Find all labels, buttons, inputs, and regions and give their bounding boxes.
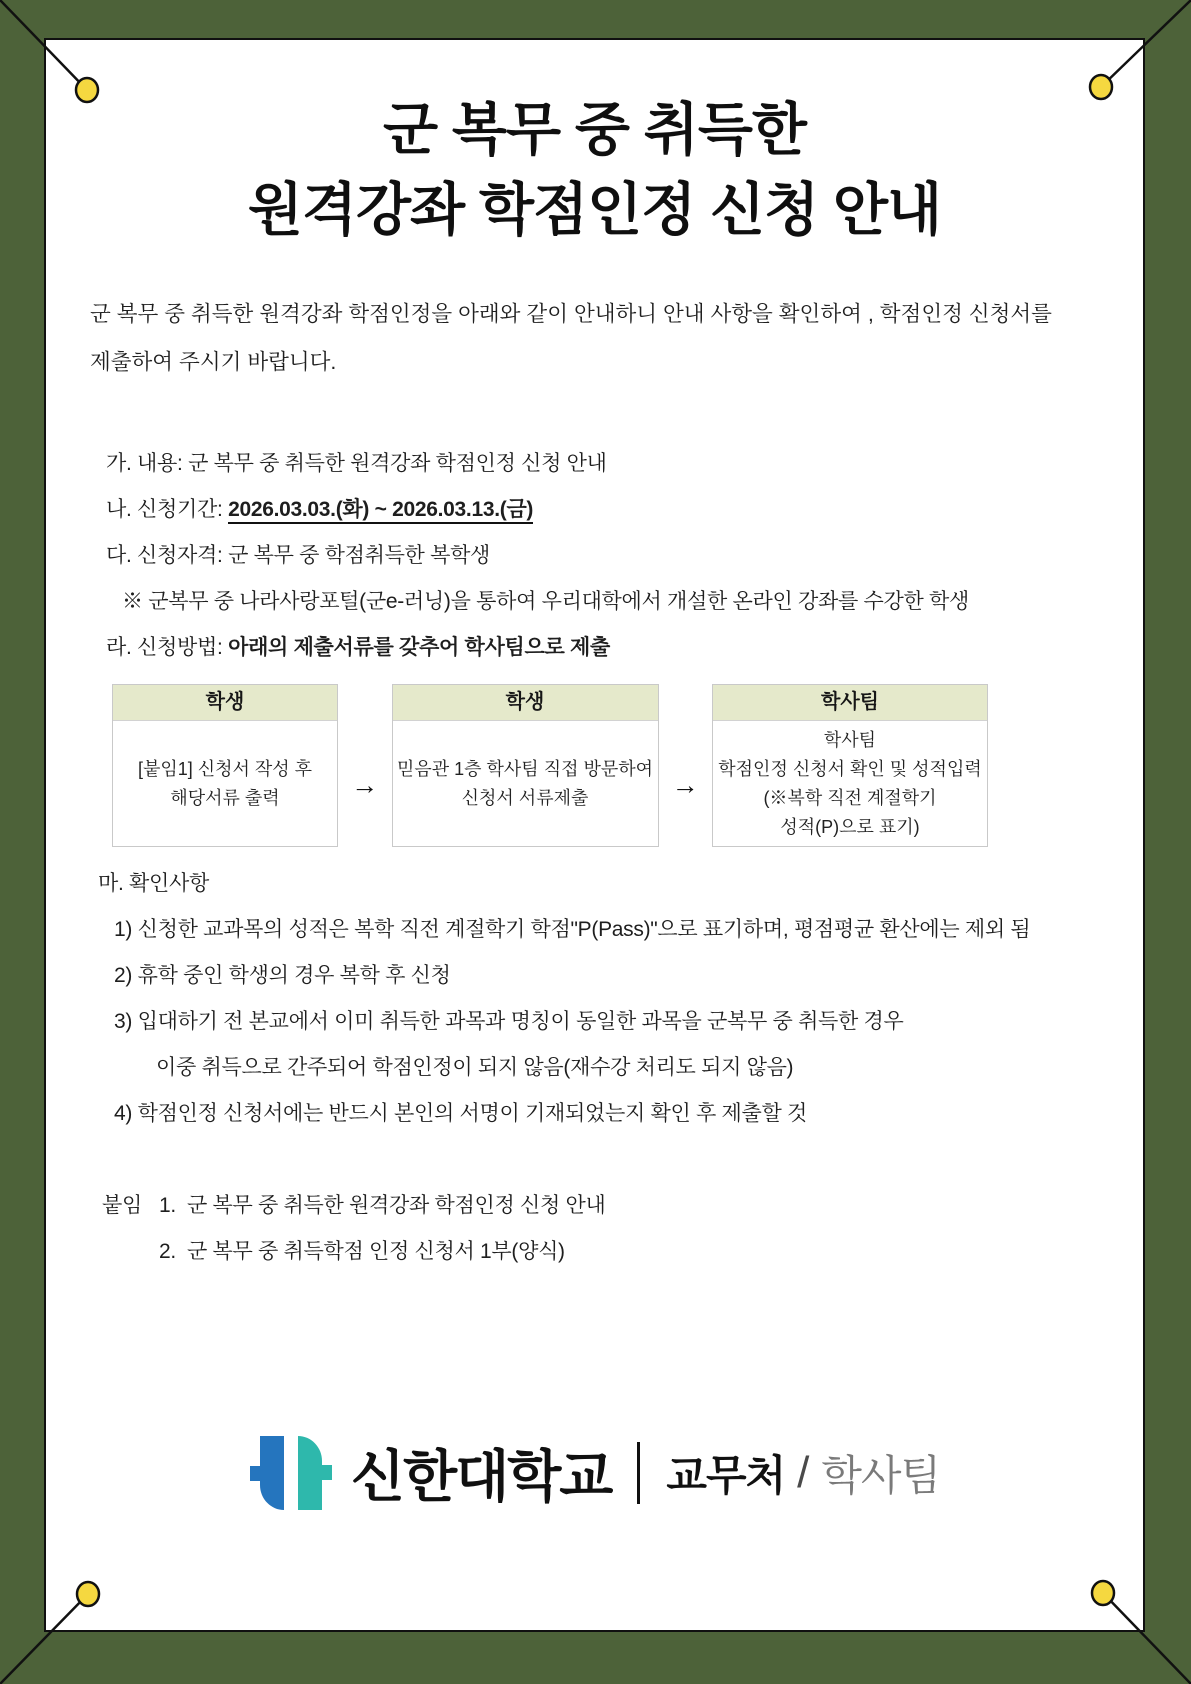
- item-eligibility-note: ※ 군복무 중 나라사랑포털(군e-러닝)을 통하여 우리대학에서 개설한 온라인 강좌를 수강한 학생: [122, 590, 969, 613]
- shinhan-university-logo-icon: [249, 1435, 333, 1511]
- flow-step-1-header: 학생: [113, 685, 337, 721]
- flow-step-3-header: 학사팀: [713, 685, 987, 721]
- item-method-label: 라. 신청방법:: [106, 636, 229, 659]
- notice-paper: [44, 38, 1145, 1632]
- flow-step-3-line-3: (※복학 직전 계절학기: [763, 787, 937, 808]
- flow-step-1-line-2: 해당서류 출력: [170, 787, 280, 808]
- footer-divider-bar: [637, 1442, 640, 1504]
- university-footer: [46, 1433, 1143, 1513]
- title-line-1: 군 복무 중 취득한: [383, 98, 806, 162]
- attachment-1-text: 군 복무 중 취득한 원격강좌 학점인정 신청 안내: [187, 1194, 606, 1217]
- university-name: 신한대학교: [350, 1445, 612, 1508]
- confirmation-item-2: 2) 휴학 중인 학생의 경우 복학 후 신청: [114, 964, 451, 987]
- attachments-section: [46, 1192, 1143, 1265]
- flow-step-2-header: 학생: [393, 685, 658, 721]
- flow-arrow-2: →: [671, 770, 699, 800]
- confirmation-item-3: 3) 입대하기 전 본교에서 이미 취득한 과목과 명칭이 동일한 과목을 군복무 중 취득한 경우: [114, 1010, 904, 1033]
- flow-step-student-2: [392, 684, 659, 847]
- flow-step-2-line-2: 신청서 서류제출: [461, 787, 589, 808]
- team-name: 학사팀: [821, 1452, 941, 1499]
- flow-step-3-line-1: 학사팀: [823, 729, 877, 750]
- footer-slash: /: [797, 1448, 810, 1497]
- department-name: 교무처: [666, 1452, 786, 1499]
- intro-line-1: 군 복무 중 취득한 원격강좌 학점인정을 아래와 같이 안내하니 안내 사항을 확인하여 , 학점인정 신청서를: [90, 302, 1052, 326]
- confirmation-item-1: 1) 신청한 교과목의 성적은 복학 직전 계절학기 학점"P(Pass)"으로 표기하며, 평점평균 환산에는 제외 됨: [114, 918, 1031, 941]
- process-flow-diagram: [112, 684, 988, 847]
- confirmation-heading: 마. 확인사항: [98, 872, 209, 895]
- confirmation-item-4: 4) 학점인정 신청서에는 반드시 본인의 서명이 기재되었는지 확인 후 제출할 것: [114, 1102, 807, 1125]
- flow-arrow-1: →: [351, 770, 379, 800]
- flow-step-2-body: [393, 721, 658, 846]
- page-title: [46, 90, 1143, 250]
- flow-step-haksateam: [712, 684, 988, 847]
- confirmation-list: [46, 870, 1143, 1127]
- item-period: [46, 496, 1143, 523]
- item-eligibility: 다. 신청자격: 군 복무 중 학점취득한 복학생: [106, 544, 491, 567]
- flow-step-3-body: [713, 721, 987, 846]
- flow-step-1-body: [113, 721, 337, 846]
- item-content: 가. 내용: 군 복무 중 취득한 원격강좌 학점인정 신청 안내: [106, 452, 607, 475]
- attachment-row-2: [46, 1238, 1143, 1265]
- item-period-label: 나. 신청기간:: [106, 498, 229, 521]
- flow-step-student-1: [112, 684, 338, 847]
- intro-line-2: 제출하여 주시기 바랍니다.: [90, 350, 337, 374]
- flow-step-1-line-1: [붙임1] 신청서 작성 후: [137, 758, 313, 779]
- item-method-bold: 아래의 제출서류를 갖추어 학사팀으로 제출: [228, 636, 610, 659]
- attachment-1-number: 1.: [159, 1194, 176, 1217]
- attachment-2-number: 2.: [159, 1240, 176, 1263]
- intro-paragraph: [46, 290, 1143, 386]
- application-period-dates: 2026.03.03.(화) ~ 2026.03.13.(금): [228, 498, 533, 524]
- confirmation-item-3-cont: 이중 취득으로 간주되어 학점인정이 되지 않음(재수강 처리도 되지 않음): [156, 1056, 794, 1079]
- flow-step-3-line-2: 학점인정 신청서 확인 및 성적입력: [718, 758, 982, 779]
- attachments-label-spacer: [102, 1238, 159, 1265]
- attachments-label: 붙임: [102, 1194, 142, 1217]
- attachment-row-1: [46, 1192, 1143, 1219]
- flow-step-3-line-4: 성적(P)으로 표기): [780, 816, 920, 837]
- flow-step-2-line-1: 믿음관 1층 학사팀 직접 방문하여: [396, 758, 654, 779]
- title-line-2: 원격강좌 학점인정 신청 안내: [247, 178, 942, 242]
- attachment-2-text: 군 복무 중 취득학점 인정 신청서 1부(양식): [187, 1240, 565, 1263]
- item-method: [46, 634, 1143, 661]
- info-list: [46, 450, 1143, 661]
